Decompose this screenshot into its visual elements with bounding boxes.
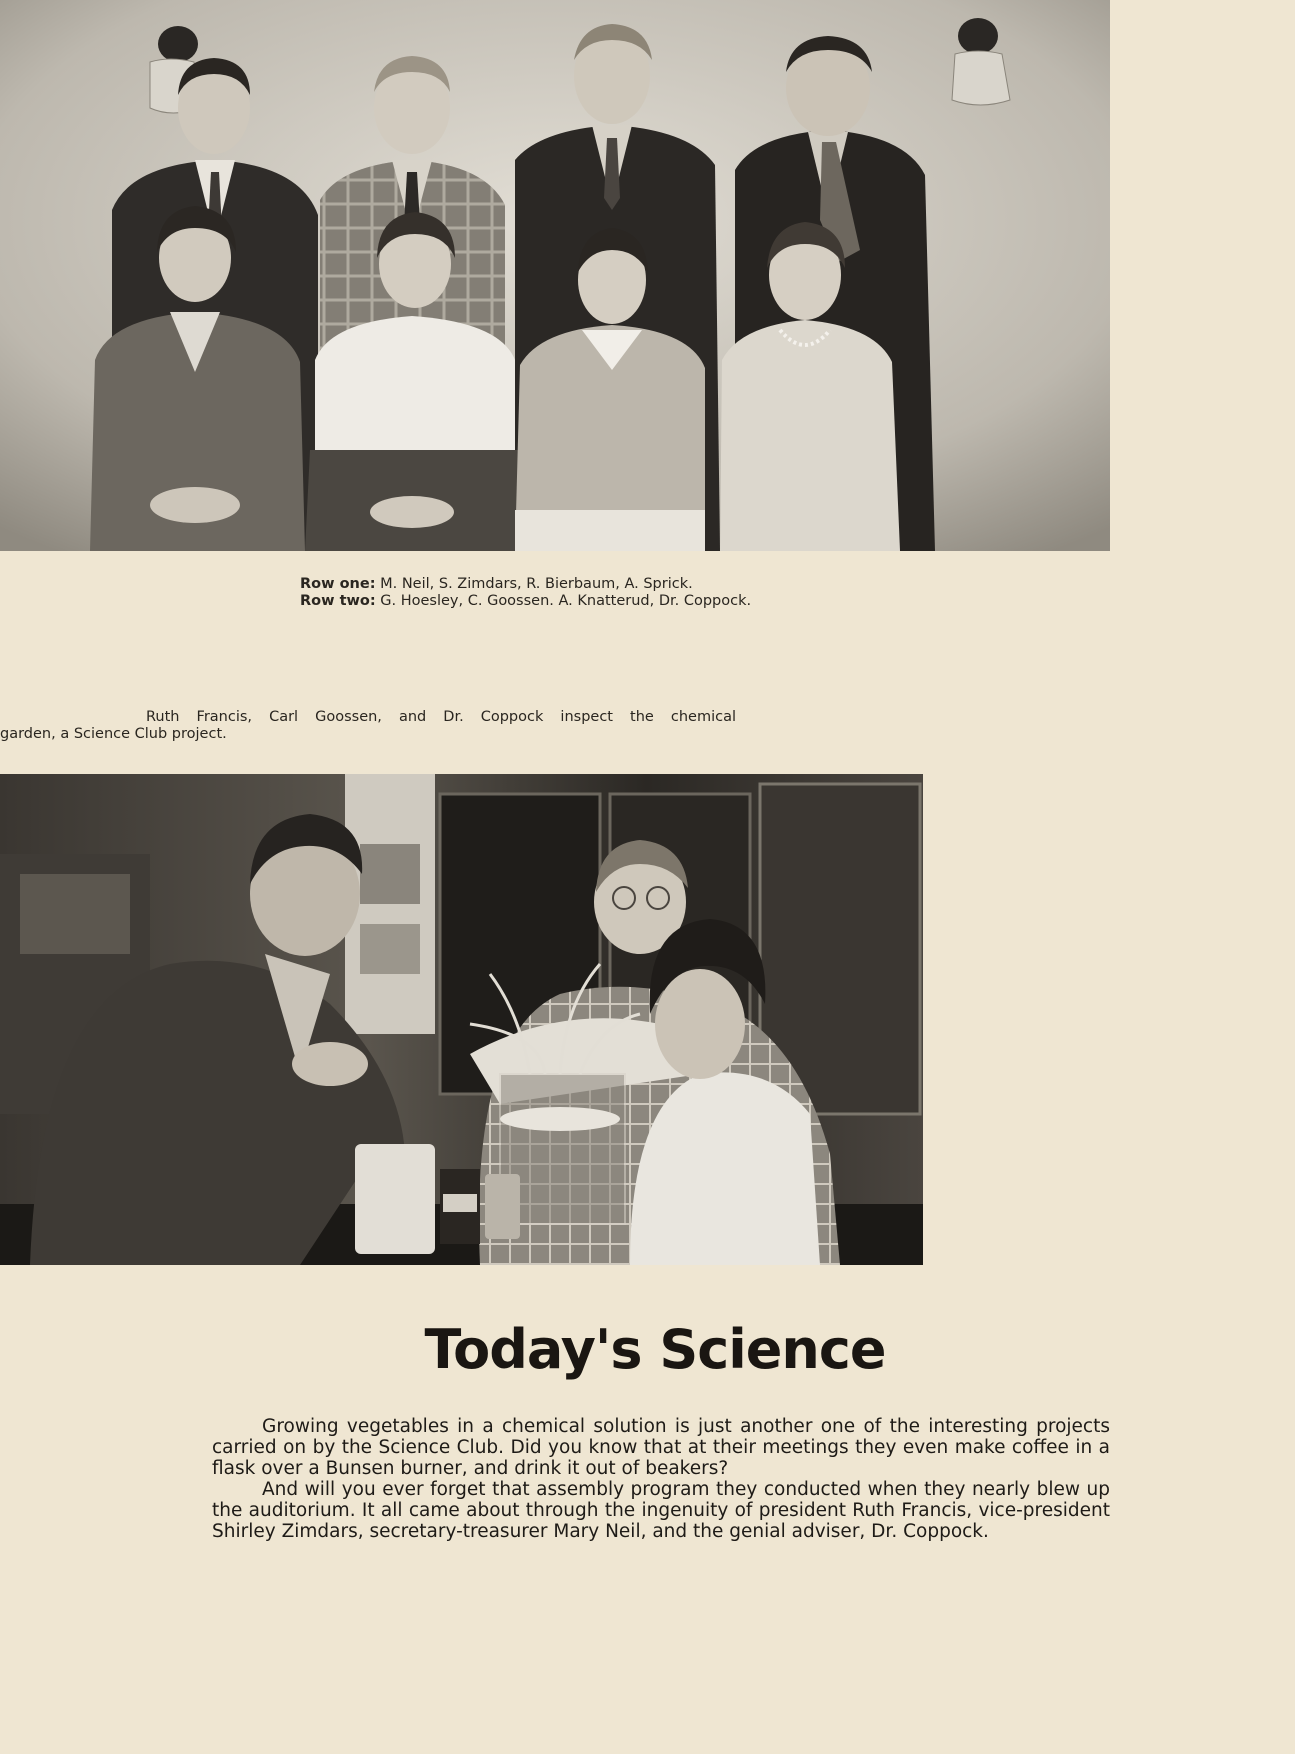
row-two-label: Row two: — [300, 593, 376, 609]
caption-row-one — [300, 576, 860, 593]
row-one-names: M. Neil, S. Zimdars, R. Bierbaum, A. Sprick. — [380, 576, 693, 592]
row-one-label: Row one: — [300, 576, 376, 592]
lab-caption-line-2: garden, a Science Club project. — [0, 726, 227, 742]
article-body — [212, 1416, 1110, 1542]
caption-row-two — [300, 593, 860, 610]
article-paragraph-1: Growing vegetables in a chemical solution is just another one of the interesting projects carried on by the Science Club. Did you know that at their meetings they even make coffee in a flask over a Bunsen burner, and drink it out of beakers? — [212, 1416, 1110, 1479]
page-title: Today's Science — [424, 1318, 886, 1381]
lab-photo — [0, 774, 923, 1265]
group-photo-caption — [300, 576, 860, 610]
row-two-names: G. Hoesley, C. Goossen. A. Knatterud, Dr. Coppock. — [380, 593, 752, 609]
group-photo — [0, 0, 1110, 551]
lab-photo-caption — [0, 709, 736, 743]
article-paragraph-2: And will you ever forget that assembly program they conducted when they nearly blew up the auditorium. It all came about through the ingenuity of president Ruth Francis, vice-president Shirley Zimdars, secretary-treasurer Mary Neil, and the genial adviser, Dr. Coppock. — [212, 1479, 1110, 1542]
lab-caption-line-1: Ruth Francis, Carl Goossen, and Dr. Coppock inspect the chemical — [146, 709, 736, 725]
